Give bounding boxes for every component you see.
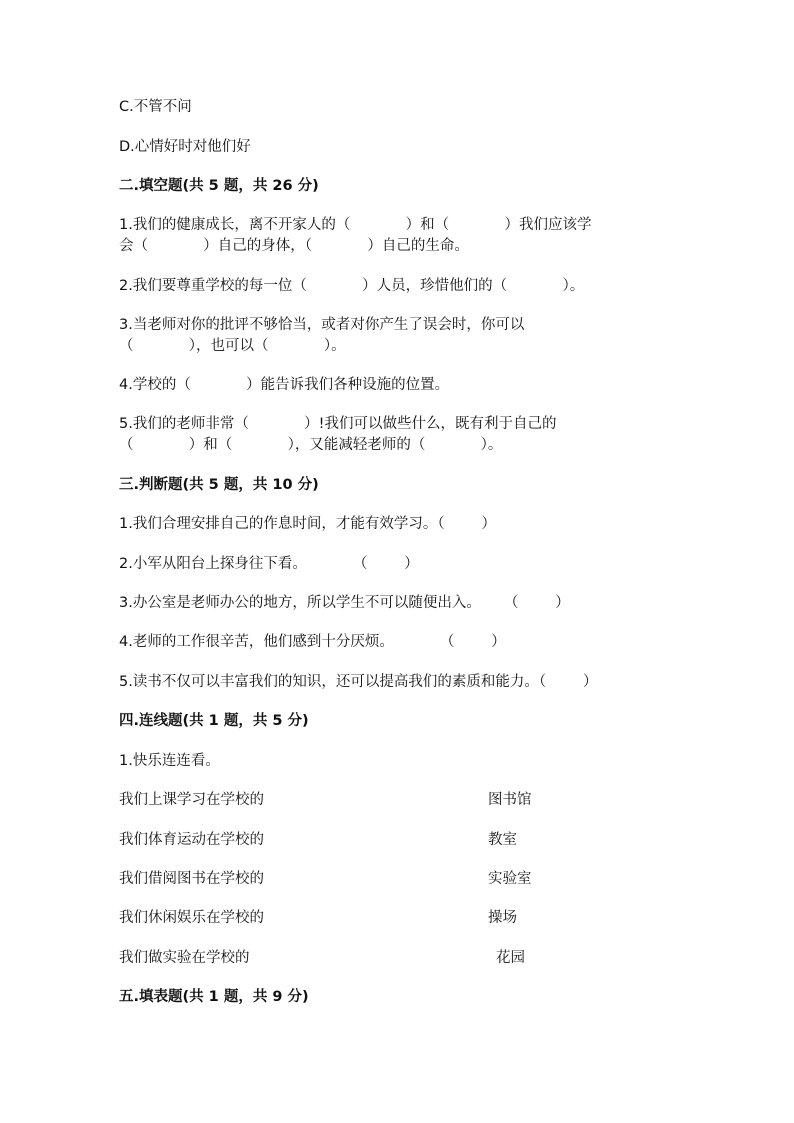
fill-q1-line2: 会（ ）自己的身体，（ ）自己的生命。 bbox=[119, 238, 469, 254]
fill-q5-line1: 5.我们的老师非常（ ）!我们可以做些什么，既有利于自己的 bbox=[119, 416, 557, 432]
fill-q3-line2: （ ），也可以（ ）。 bbox=[119, 338, 346, 354]
match-left-item: 我们借阅图书在学校的 bbox=[119, 871, 264, 887]
match-right-item: 实验室 bbox=[488, 871, 532, 887]
judge-q1: 1.我们合理安排自己的作息时间，才能有效学习。（ ） bbox=[119, 516, 496, 532]
match-right-item: 教室 bbox=[488, 832, 517, 848]
section-2-heading: 二.填空题(共 5 题，共 26 分) bbox=[119, 178, 319, 194]
match-left-item: 我们做实验在学校的 bbox=[119, 950, 250, 966]
fill-q5-line2: （ ）和（ ），又能减轻老师的（ ）。 bbox=[119, 437, 503, 453]
match-right-item: 花园 bbox=[496, 950, 525, 966]
fill-q3-line1: 3.当老师对你的批评不够恰当，或者对你产生了误会时，你可以 bbox=[119, 317, 525, 333]
match-q1: 1.快乐连连看。 bbox=[119, 753, 220, 769]
option-d: D.心情好时对他们好 bbox=[119, 139, 251, 155]
match-right-item: 图书馆 bbox=[488, 792, 532, 808]
section-3-heading: 三.判断题(共 5 题，共 10 分) bbox=[119, 477, 319, 493]
match-left-item: 我们休闲娱乐在学校的 bbox=[119, 910, 264, 926]
section-4-heading: 四.连线题(共 1 题，共 5 分) bbox=[119, 713, 309, 729]
match-left-item: 我们上课学习在学校的 bbox=[119, 792, 264, 808]
judge-q5: 5.读书不仅可以丰富我们的知识，还可以提高我们的素质和能力。（ ） bbox=[119, 674, 598, 690]
judge-q3: 3.办公室是老师办公的地方，所以学生不可以随便出入。 （ ） bbox=[119, 595, 570, 611]
fill-q1-line1: 1.我们的健康成长，离不开家人的（ ）和（ ）我们应该学 bbox=[119, 217, 592, 233]
fill-q2: 2.我们要尊重学校的每一位（ ）人员，珍惜他们的（ ）。 bbox=[119, 278, 585, 294]
match-right-item: 操场 bbox=[488, 910, 517, 926]
option-c: C.不管不问 bbox=[119, 99, 192, 115]
section-5-heading: 五.填表题(共 1 题，共 9 分) bbox=[119, 989, 309, 1005]
match-left-item: 我们体育运动在学校的 bbox=[119, 832, 264, 848]
judge-q4: 4.老师的工作很辛苦，他们感到十分厌烦。 （ ） bbox=[119, 634, 506, 650]
judge-q2: 2.小军从阳台上探身往下看。 （ ） bbox=[119, 556, 419, 572]
fill-q4: 4.学校的（ ）能告诉我们各种设施的位置。 bbox=[119, 377, 450, 393]
